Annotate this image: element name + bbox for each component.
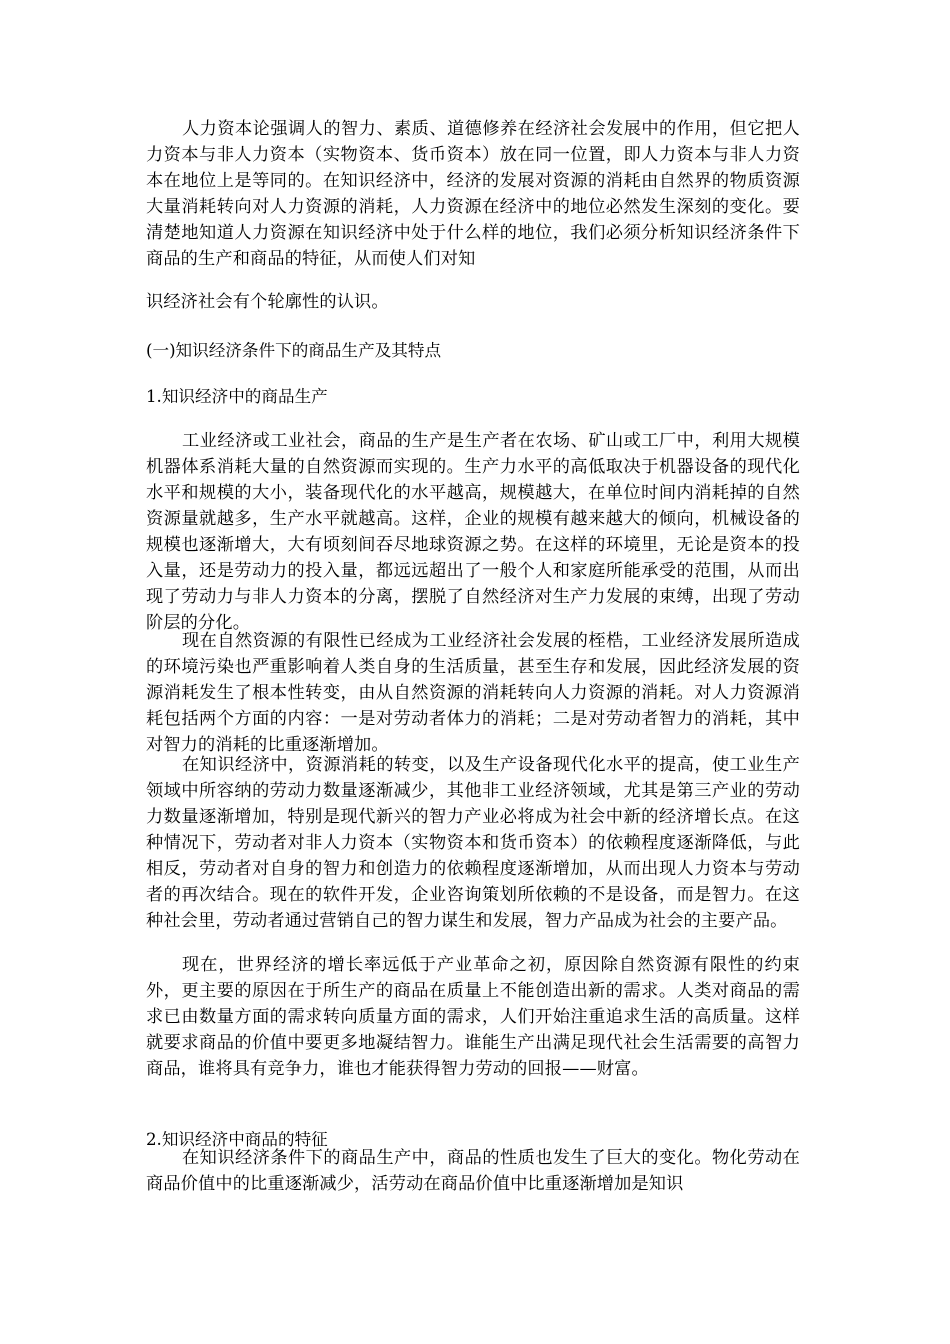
body-paragraph-intro: 人力资本论强调人的智力、素质、道德修养在经济社会发展中的作用，但它把人力资本与非人力资本（实物资本、货币资本）放在同一位置，即人力资本与非人力资本在地位上是等同的。在知识经济中，经济的发展对资源的消耗由自然界的物质资源大量消耗转向对人力资源的消耗，人力资源在经济中的地位必然发生深刻的变化。要清楚地知道人力资源在知识经济中处于什么样的地位，我们必须分析知识经济条件下商品的生产和商品的特征，从而使人们对知 (146, 119, 800, 269)
body-paragraph-natural-resources: 现在自然资源的有限性已经成为工业经济社会发展的桎梏，工业经济发展所造成的环境污染也严重影响着人类自身的生活质量，甚至生存和发展，因此经济发展的资源消耗发生了根本性转变，由从自然资源的消耗转向人力资源的消耗。对人力资源消耗包括两个方面的内容：一是对劳动者体力的消耗；二是对劳动者智力的消耗，其中对智力的消耗的比重逐渐增加。 (146, 631, 800, 755)
body-paragraph-commodity-nature: 在知识经济条件下的商品生产中，商品的性质也发生了巨大的变化。物化劳动在商品价值中的比重逐渐减少，活劳动在商品价值中比重逐渐增加是知识 (146, 1148, 800, 1194)
body-paragraph-resource-shift: 在知识经济中，资源消耗的转变，以及生产设备现代化水平的提高，使工业生产领域中所容纳的劳动力数量逐渐减少，其他非工业经济领域，尤其是第三产业的劳动力数量逐渐增加，特别是现代新兴的智力产业必将成为社会中新的经济增长点。在这种情况下，劳动者对非人力资本（实物资本和货币资本）的依赖程度逐渐降低，与此相反，劳动者对自身的智力和创造力的依赖程度逐渐增加，从而出现人力资本与劳动者的再次结合。现在的软件开发，企业咨询策划所依赖的不是设备，而是智力。在这种社会里，劳动者通过营销自己的智力谋生和发展，智力产品成为社会的主要产品。 (146, 755, 800, 931)
body-paragraph-industrial-economy: 工业经济或工业社会，商品的生产是生产者在农场、矿山或工厂中，利用大规模机器体系消耗大量的自然资源而实现的。生产力水平的高低取决于机器设备的现代化水平和规模的大小，装备现代化的水平越高，规模越大，在单位时间内消耗掉的自然资源量就越多，生产水平就越高。这样，企业的规模有越来越大的倾向，机械设备的规模也逐渐增大，大有顷刻间吞尽地球资源之势。在这样的环境里，无论是资本的投入量，还是劳动力的投入量，都远远超出了一般个人和家庭所能承受的范围，从而出现了劳动力与非人力资本的分离，摆脱了自然经济对生产力发展的束缚，出现了劳动阶层的分化。 (146, 431, 800, 633)
subsection-heading-commodity-features: 2.知识经济中商品的特征 (146, 1130, 328, 1149)
section-heading: (一)知识经济条件下的商品生产及其特点 (146, 341, 442, 360)
subsection-heading-commodity-production: 1.知识经济中的商品生产 (146, 387, 328, 406)
body-paragraph-intro-continued: 识经济社会有个轮廓性的认识。 (146, 292, 389, 312)
body-paragraph-world-growth: 现在，世界经济的增长率远低于产业革命之初，原因除自然资源有限性的约束外，更主要的原因在于所生产的商品在质量上不能创造出新的需求。人类对商品的需求已由数量方面的需求转向质量方面的需求，人们开始注重追求生活的高质量。这样就要求商品的价值中要更多地凝结智力。谁能生产出满足现代社会生活需要的高智力商品，谁将具有竞争力，谁也才能获得智力劳动的回报——财富。 (146, 955, 800, 1079)
